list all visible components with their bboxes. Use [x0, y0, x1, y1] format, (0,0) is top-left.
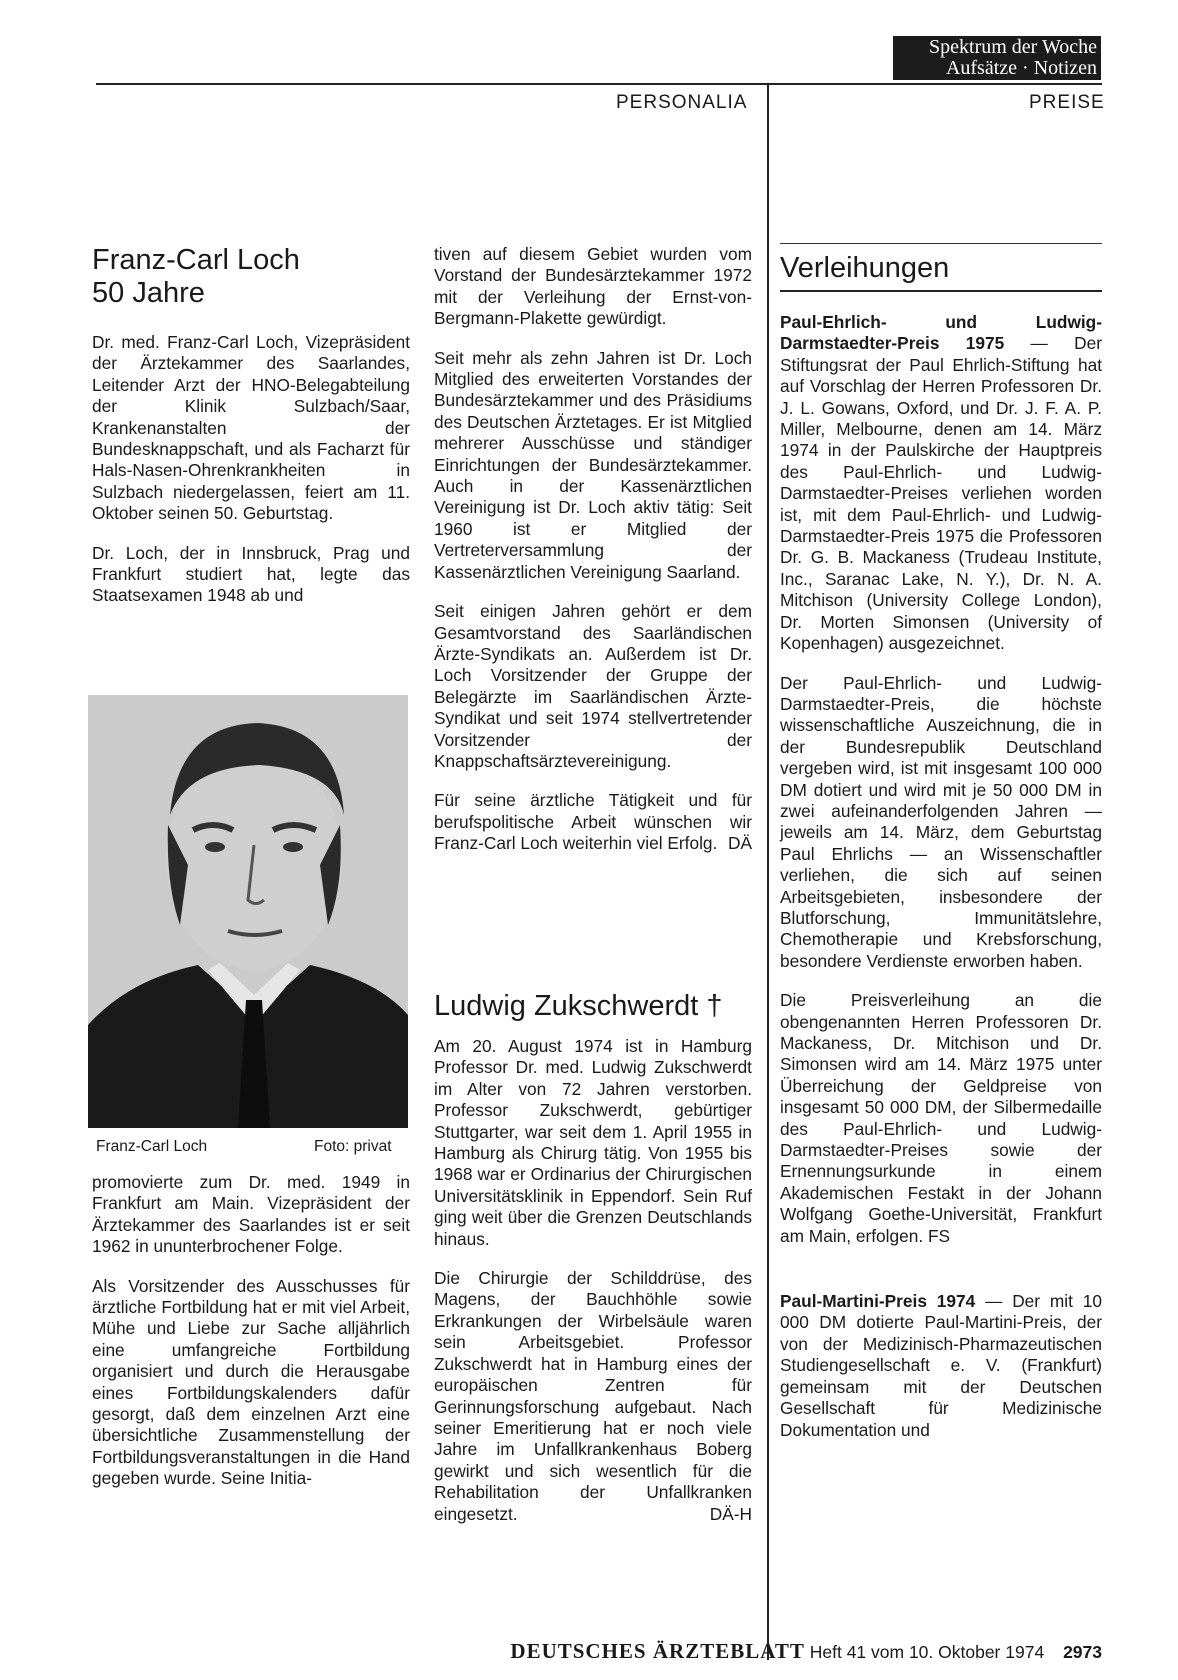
paragraph: promovierte zum Dr. med. 1949 in Frankfurt am Main. Vizepräsident der Ärztekammer des Saarlandes ist er seit 1962 in ununterbrochener Folge.: [92, 1172, 410, 1257]
article-verleihungen-heading: Verleihungen: [780, 252, 950, 284]
paragraph-text: — Der Stiftungsrat der Paul Ehrlich-Stiftung hat auf Vorschlag der Herren Professoren Dr. J. L. Gowans, Oxford, und Dr. J. F. A. P. Miller, Melbourne, denen am 14. März 1974 in der Paulskirche der Hauptpreis des Paul-Ehrlich- und Ludwig-Darmstaedter-Preises verliehen worden ist, mit dem Paul-Ehrlich- und Ludwig-Darmstaedter-Preis 1975 die Professoren Dr. G. B. Mackaness (Trudeau Institute, Inc., Saranac Lake, N. Y.), Dr. N. A. Mitchison (University College London), Dr. Morten Simonsen (University of Kopenhagen) ausgezeichnet.: [780, 333, 1102, 654]
author-signature: DÄ-H: [709, 1503, 752, 1524]
rubric-personalia: PERSONALIA: [616, 92, 748, 113]
paragraph-text: Für seine ärztliche Tätigkeit und für berufspolitische Arbeit wünschen wir Franz-Carl Loch weiterhin viel Erfolg.: [434, 790, 752, 854]
portrait-photo: [88, 695, 408, 1128]
header-rule: [96, 83, 1102, 85]
page-footer: [0, 1639, 1102, 1664]
section-badge-line2: Aufsätze · Notizen: [945, 57, 1097, 79]
prize-title: Paul-Martini-Preis 1974: [780, 1291, 976, 1312]
paragraph: Der Paul-Ehrlich- und Ludwig-Darmstaedter-Preis, die höchste wissenschaftliche Auszeichnung, die in der Bundesrepublik Deutschland vergeben wird, ist mit insgesamt 100 000 DM dotiert und wird mit je 50 000 DM in zwei aufeinanderfolgenden Jahren — jeweils am 14. März, dem Geburtstag Paul Ehrlichs — an Wissenschaftler verliehen, die sich auf seinen Arbeitsgebieten, insbesondere der Blutforschung, Immunitätslehre, Chemotherapie und Krebsforschung, besondere Verdienste erworben haben.: [780, 672, 1102, 971]
heading-rule-top: [780, 243, 1102, 244]
paragraph-text: — Der mit 10 000 DM dotierte Paul-Martini-Preis, der von der Medizinisch-Pharmazeutischen Studiengesellschaft e. V. (Frankfurt) gemeinsam mit der Deutschen Gesellschaft für Medizinische Dokumentation und: [780, 1291, 1102, 1440]
portrait-illustration: [88, 695, 408, 1128]
article-verleihungen-title: [780, 252, 1102, 285]
article-zukschwerdt-body: [434, 1036, 752, 1543]
paragraph: Seit einigen Jahren gehört er dem Gesamtvorstand des Saarländischen Ärzte-Syndikats an. Außerdem ist Dr. Loch Vorsitzender der Gruppe der Belegärzte im Saarländischen Ärzte-Syndikat und seit 1974 stellvertretender Vorsitzender der Knappschaftsärztevereinigung.: [434, 601, 752, 771]
article-loch-col1-bottom: [92, 1172, 410, 1508]
paragraph: Als Vorsitzender des Ausschusses für ärztliche Fortbildung hat er mit viel Arbeit, Mühe und Liebe zur Sache alljährlich eine umfangreiche Fortbildung organisiert und durch die Herausgabe eines Fortbildungskalenders dafür gesorgt, daß dem einzelnen Arzt eine übersichtliche Zusammenstellung der Fortbildungsveranstaltungen in die Hand gegeben wurde. Seine Initia-: [92, 1275, 410, 1489]
paragraph: Seit mehr als zehn Jahren ist Dr. Loch Mitglied des erweiterten Vorstandes der Bundesärztekammer und des Präsidiums des Deutschen Ärztetages. Er ist Mitglied mehrerer Ausschüsse und ständiger Einrichtungen der Bundesärztekammer. Auch in der Kassenärztlichen Vereinigung ist Dr. Loch aktiv tätig: Seit 1960 ist er Mitglied der Vertreterversammlung der Kassenärztlichen Vereinigung Saarland.: [434, 347, 752, 582]
heading-rule-bottom: [780, 290, 1102, 292]
article-zukschwerdt-title: [434, 990, 752, 1023]
photo-caption: Franz-Carl Loch: [96, 1138, 208, 1155]
paragraph: [780, 312, 1102, 655]
paragraph: [780, 1291, 1102, 1441]
paragraph: [780, 990, 1102, 1247]
article-loch-title-line1: Franz-Carl Loch: [92, 244, 300, 276]
publication-name: DEUTSCHES ÄRZTEBLATT: [510, 1639, 805, 1663]
paragraph: Am 20. August 1974 ist in Hamburg Professor Dr. med. Ludwig Zukschwerdt im Alter von 72 Jahren verstorben. Professor Zukschwerdt, gebürtiger Stuttgarter, war seit dem 1. April 1955 in Hamburg als Chirurg tätig. Von 1955 bis 1968 war er Ordinarius der Chirurgischen Universitätsklinik in Eppendorf. Sein Ruf ging weit über die Grenzen Deutschlands hinaus.: [434, 1036, 752, 1249]
rubric-preise: PREISE: [1029, 92, 1105, 113]
issue-info: Heft 41 vom 10. Oktober 1974: [809, 1642, 1045, 1662]
article-loch-col2: [434, 244, 752, 873]
article-zukschwerdt-heading: Ludwig Zukschwerdt †: [434, 990, 723, 1022]
paragraph-text: Die Chirurgie der Schilddrüse, des Magens, der Bauchhöhle sowie Erkrankungen der Wirbelsäule waren sein Arbeitsgebiet. Professor Zukschwerdt hat in Hamburg eines der europäischen Zentren für Gerinnungsforschung aufgebaut. Nach seiner Emeritierung hat er noch viele Jahre im Unfallkrankenhaus Boberg gewirkt und sich wesentlich für die Rehabilitation der Unfallkranken eingesetzt.: [434, 1268, 752, 1524]
page-number: 2973: [1063, 1642, 1102, 1662]
paragraph: tiven auf diesem Gebiet wurden vom Vorstand der Bundesärztekammer 1972 mit der Verleihung der Ernst-von-Bergmann-Plakette gewürdigt.: [434, 244, 752, 329]
prize-title: Paul-Ehrlich- und Ludwig-Darmstaedter-Preis 1975: [780, 312, 1102, 354]
section-badge: [893, 36, 1101, 80]
paragraph: [434, 790, 752, 854]
section-badge-line1: Spektrum der Woche: [929, 36, 1097, 58]
paragraph-text: Die Preisverleihung an die obengenannten Herren Professoren Dr. Mackaness, Dr. Mitchison und Dr. Simonsen wird am 14. März 1975 unter Überreichung der Geldpreise von insgesamt 50 000 DM, der Silbermedaille des Paul-Ehrlich- und Ludwig-Darmstaedter-Preises sowie der Ernennungsurkunde in einem Akademischen Festakt in der Johann Wolfgang Goethe-Universität, Frankfurt am Main, erfolgen.: [780, 990, 1102, 1246]
article-loch-title: [92, 244, 410, 310]
article-verleihungen-body: [780, 312, 1102, 1459]
paragraph: Dr. med. Franz-Carl Loch, Vizepräsident der Ärztekammer des Saarlandes, Leitender Arzt der HNO-Belegabteilung der Klinik Sulzbach/Saar, Krankenanstalten der Bundesknappschaft, und als Facharzt für Hals-Nasen-Ohrenkrankheiten in Sulzbach niedergelassen, feiert am 11. Oktober seinen 50. Geburtstag.: [92, 332, 410, 524]
author-signature: DÄ: [727, 833, 752, 854]
author-signature: FS: [927, 1225, 951, 1246]
column-divider: [767, 83, 769, 1660]
article-loch-col1-top: [92, 332, 410, 625]
paragraph: Dr. Loch, der in Innsbruck, Prag und Frankfurt studiert hat, legte das Staatsexamen 1948 ab und: [92, 542, 410, 606]
paragraph: [434, 1268, 752, 1525]
article-loch-title-line2: 50 Jahre: [92, 277, 205, 309]
photo-credit: Foto: privat: [314, 1138, 392, 1155]
